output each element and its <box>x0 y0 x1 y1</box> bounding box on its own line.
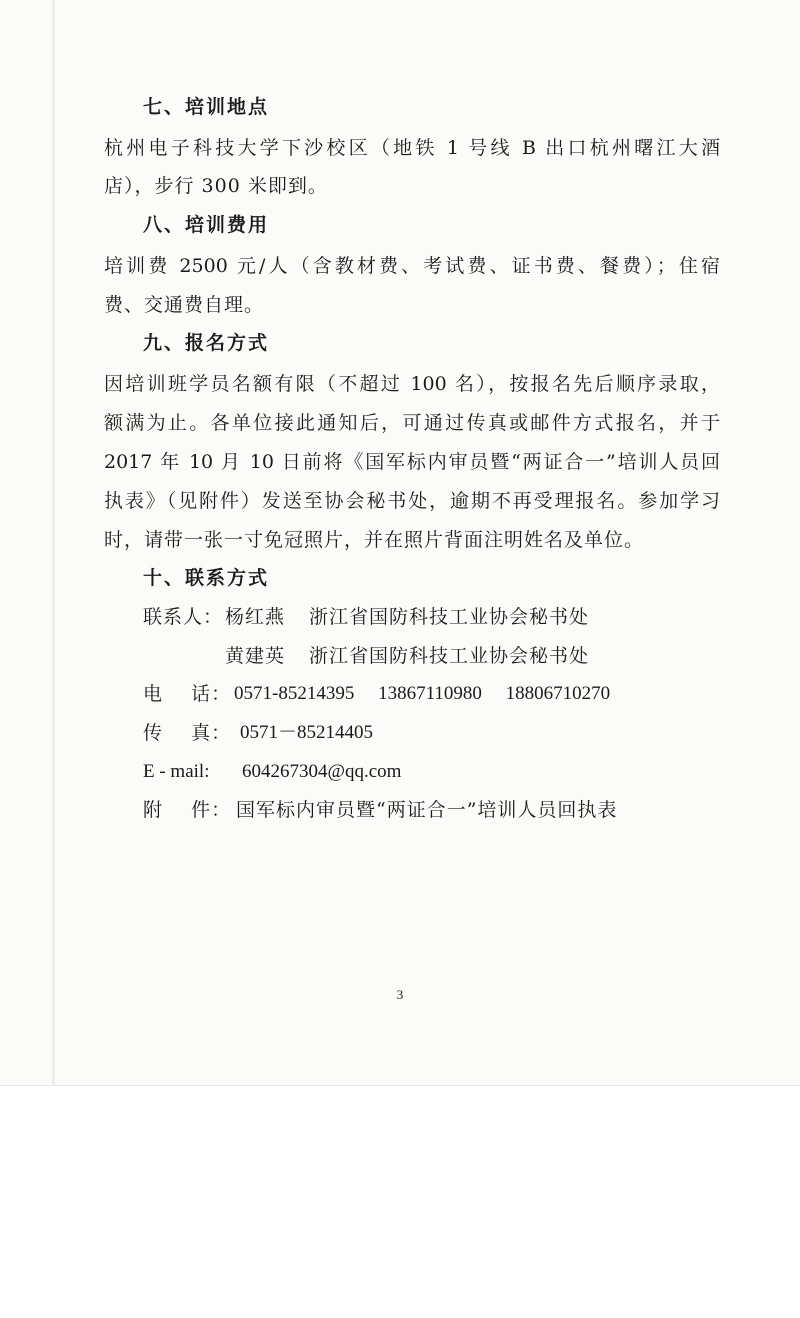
contact-1-org: 浙江省国防科技工业协会秘书处 <box>309 606 590 628</box>
email-label: E - mail: <box>143 761 210 782</box>
email-address: 604267304@qq.com <box>242 761 402 782</box>
contact-2-org: 浙江省国防科技工业协会秘书处 <box>309 645 590 667</box>
section-9-heading: 九、报名方式 <box>143 332 270 354</box>
phone-numbers: 0571-85214395 13867110980 18806710270 <box>234 683 611 704</box>
attachment-label: 附 件： <box>143 799 232 821</box>
contact-1-name: 杨红燕 <box>225 606 286 628</box>
phone-label: 电 话： <box>143 683 232 705</box>
page-bottom-edge <box>0 1085 800 1086</box>
section-9-line-2: 额满为止。各单位接此通知后，可通过传真或邮件方式报名，并于 <box>104 412 720 434</box>
section-8-line-1: 培训费 2500 元/人（含教材费、考试费、证书费、餐费）；住宿 <box>104 255 720 277</box>
section-8-line-2: 费、交通费自理。 <box>104 294 265 316</box>
page-left-shadow <box>52 0 55 1085</box>
section-9-line-5: 时，请带一张一寸免冠照片，并在照片背面注明姓名及单位。 <box>104 529 645 551</box>
section-10-heading: 十、联系方式 <box>143 567 270 589</box>
contact-person-label: 联系人： <box>143 606 224 628</box>
fax-label: 传 真： <box>143 722 232 744</box>
page-number: 3 <box>396 987 404 1002</box>
section-7-line-1: 杭州电子科技大学下沙校区（地铁 1 号线 B 出口杭州曙江大酒 <box>104 137 720 159</box>
section-9-line-1: 因培训班学员名额有限（不超过 100 名），按报名先后顺序录取， <box>104 373 720 395</box>
fax-number: 0571－85214405 <box>240 722 374 743</box>
section-7-line-2: 店），步行 300 米即到。 <box>104 175 328 197</box>
section-9-line-3: 2017 年 10 月 10 日前将《国军标内审员暨“两证合一”培训人员回 <box>104 451 720 473</box>
section-7-heading: 七、培训地点 <box>143 96 270 118</box>
attachment-title: 国军标内审员暨“两证合一”培训人员回执表 <box>236 799 618 821</box>
section-8-heading: 八、培训费用 <box>143 214 270 236</box>
contact-2-name: 黄建英 <box>225 645 286 667</box>
section-9-line-4: 执表》（见附件）发送至协会秘书处，逾期不再受理报名。参加学习 <box>104 490 720 512</box>
